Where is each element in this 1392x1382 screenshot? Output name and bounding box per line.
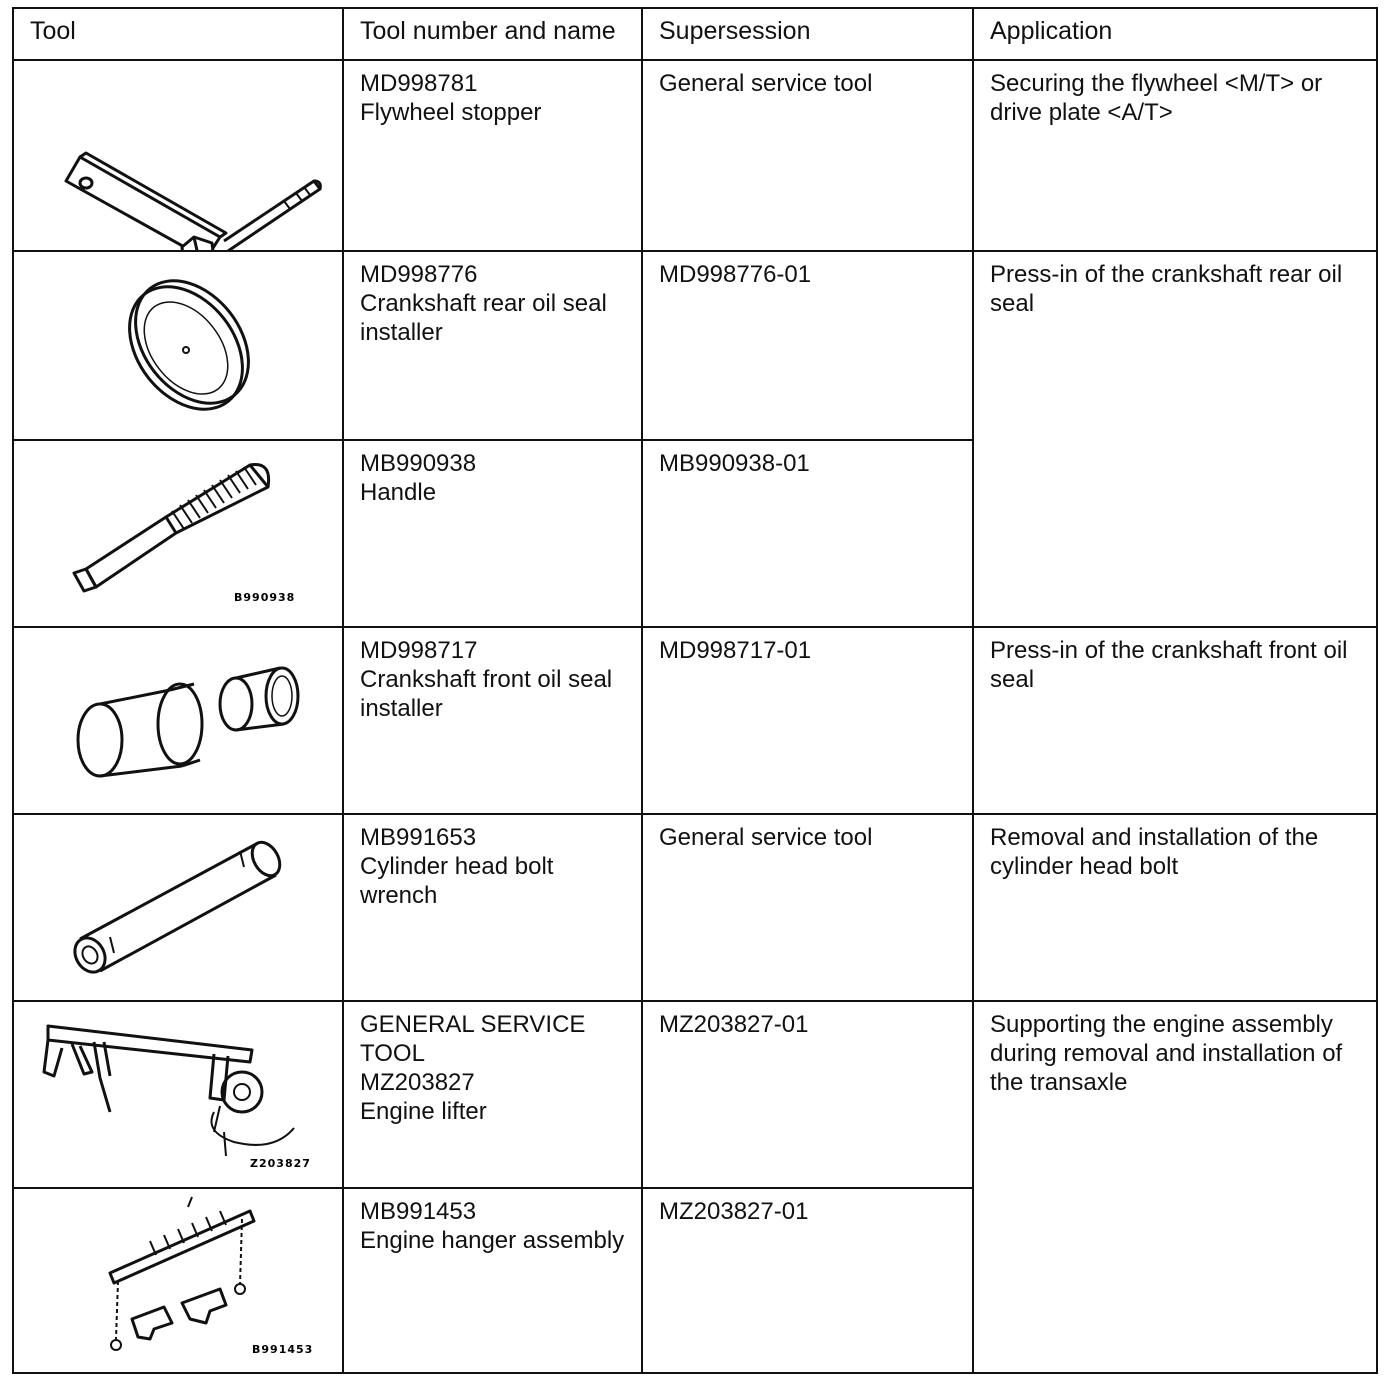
tool-number: MB991653 — [360, 824, 477, 851]
supersession-cell: MZ203827-01 — [642, 1001, 973, 1188]
tool-name: Engine lifter — [360, 1098, 487, 1125]
tool-number: MD998717 — [360, 637, 478, 664]
supersession-cell: General service tool — [642, 814, 973, 1001]
handle-icon — [14, 441, 344, 626]
tool-name: Crankshaft rear oil seal installer — [360, 290, 607, 346]
tool-number: MB991453 — [360, 1198, 477, 1225]
tool-image-cell — [13, 814, 343, 1001]
header-supersession: Supersession — [642, 8, 973, 60]
tool-image-cell — [13, 440, 343, 627]
tool-number-name-cell — [343, 1188, 642, 1373]
tool-name: Handle — [360, 479, 437, 506]
image-code: Z203827 — [250, 1157, 311, 1170]
tool-number-name-cell — [343, 251, 642, 440]
supersession-cell: MZ203827-01 — [642, 1188, 973, 1373]
tool-name: Cylinder head bolt wrench — [360, 853, 554, 909]
supersession-cell: MD998776-01 — [642, 251, 973, 440]
table-row — [13, 627, 1377, 814]
tool-number: MD998781 — [360, 70, 478, 97]
tool-name: Crankshaft front oil seal installer — [360, 666, 613, 722]
table-row — [13, 60, 1377, 251]
header-tool-number-and-name: Tool number and name — [343, 8, 642, 60]
image-code: B990938 — [234, 591, 296, 604]
tool-number-name-cell — [343, 440, 642, 627]
tool-image-cell — [13, 1001, 343, 1188]
table-row — [13, 251, 1377, 440]
tool-number-name-cell — [343, 60, 642, 251]
table-row — [13, 1001, 1377, 1188]
application-cell: Press-in of the crankshaft front oil seal — [973, 627, 1377, 814]
flywheel-stopper-icon — [14, 61, 344, 250]
tool-image-cell — [13, 627, 343, 814]
application-cell: Press-in of the crankshaft rear oil seal — [973, 251, 1377, 627]
tool-number-name-cell — [343, 627, 642, 814]
header-application: Application — [973, 8, 1377, 60]
header-row — [13, 8, 1377, 60]
tool-prefix: TOOL — [360, 1040, 425, 1067]
supersession-cell: General service tool — [642, 60, 973, 251]
tool-number-name-cell — [343, 814, 642, 1001]
tool-image-cell — [13, 251, 343, 440]
application-cell: Removal and installation of the cylinder head bolt — [973, 814, 1377, 1001]
header-tool: Tool — [13, 8, 343, 60]
oil-seal-installer-icon — [14, 252, 344, 439]
table-row — [13, 814, 1377, 1001]
tool-prefix: GENERAL SERVICE — [360, 1011, 586, 1038]
supersession-cell: MB990938-01 — [642, 440, 973, 627]
tool-number: MD998776 — [360, 261, 478, 288]
tool-image-cell — [13, 60, 343, 251]
tool-number-name-cell — [343, 1001, 642, 1188]
special-tools-table — [12, 7, 1378, 1374]
image-code: B991453 — [252, 1343, 314, 1356]
tool-image-cell — [13, 1188, 343, 1373]
cylinder-head-bolt-wrench-icon — [14, 815, 344, 1000]
tool-number: MZ203827 — [360, 1069, 475, 1096]
front-oil-seal-installer-icon — [14, 628, 344, 813]
engine-hanger-icon — [14, 1189, 344, 1372]
application-cell: Securing the flywheel <M/T> or drive plate <A/T> — [973, 60, 1377, 251]
tool-name: Engine hanger assembly — [360, 1227, 625, 1254]
tool-number: MB990938 — [360, 450, 477, 477]
engine-lifter-icon — [14, 1002, 344, 1187]
tool-name: Flywheel stopper — [360, 99, 542, 126]
supersession-cell: MD998717-01 — [642, 627, 973, 814]
application-cell: Supporting the engine assembly during removal and installation of the transaxle — [973, 1001, 1377, 1373]
